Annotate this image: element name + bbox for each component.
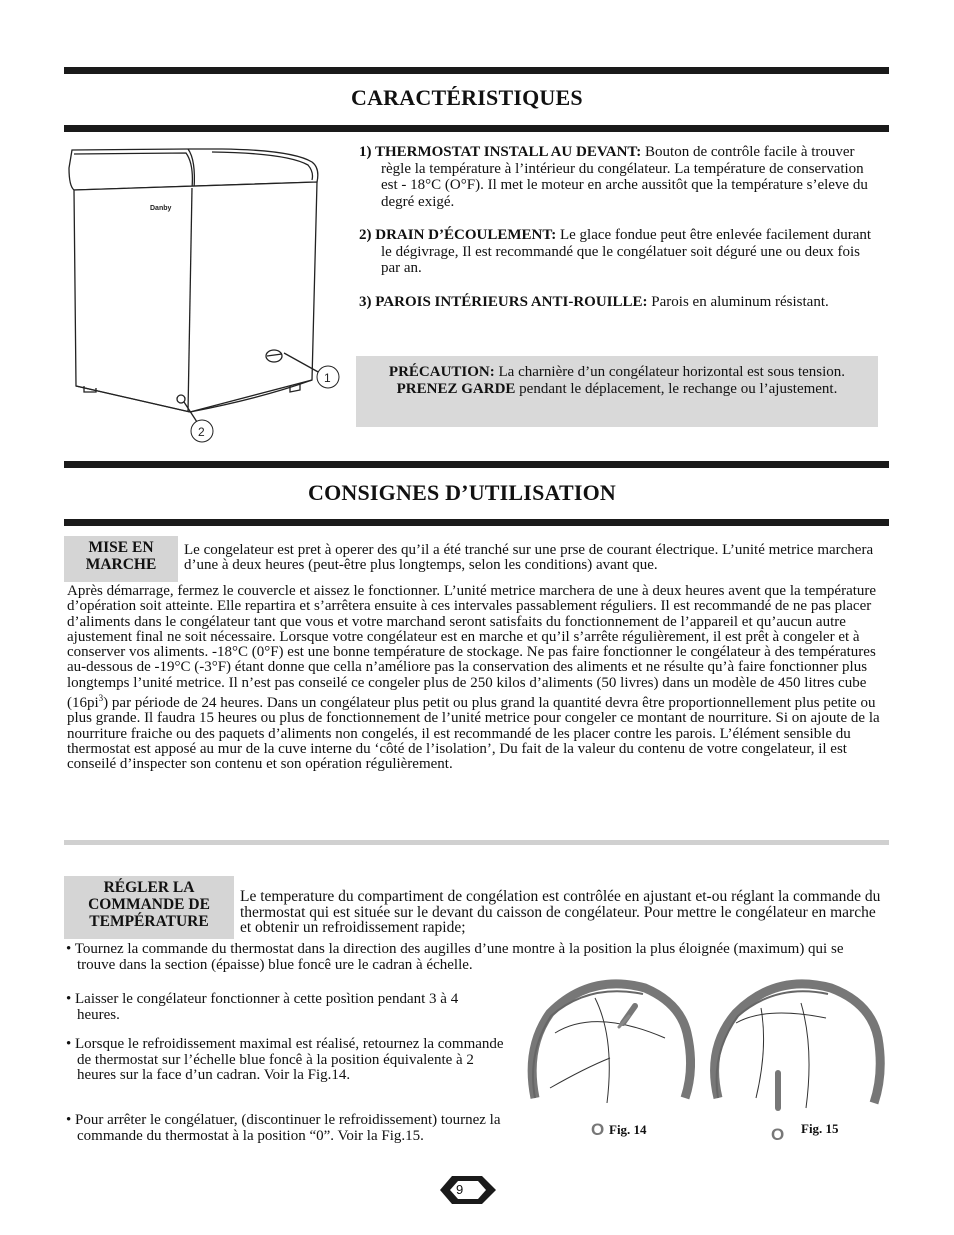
- thermostat-dial-fig14: [515, 978, 695, 1128]
- usage-top-rule: [64, 461, 889, 468]
- top-rule: [64, 67, 889, 74]
- bullet-run-hours: • Laisser le congélateur fonctionner à cette posìtion pendant 3 à 4 heures.: [66, 991, 459, 1023]
- brand-label: Danby: [150, 205, 172, 212]
- page-number-badge: [438, 1173, 498, 1207]
- temperature-intro: Le temperature du compartiment de congélation est contrôlée en ajustant et-ou réglant la commande du thermostat qui est située sur le devant du caisson de congélateur. Pour mettre le congélateur en marche et obtenir un refroidissement rapide;: [240, 888, 881, 937]
- bullet-return-dial: • Lorsque le refroidissement maximal est réalisé, retournez la commande de thermostat sur l’échelle blue foncê à la position équivalente à 2 heures sur la face d’un cadran. Voir la Fig.14.: [66, 1036, 504, 1083]
- fig15-label: Fig. 15: [801, 1121, 839, 1136]
- feature-item-thermostat: 1) THERMOSTAT INSTALL AU DEVANT: Bouton de contrôle facile à trouver règle la température à l’intérieur du congélateur. La température de conservation est - 18°C (O°F). Il met le moteur en arche aussitôt que la température s’eleve du degré exigé.: [359, 144, 868, 210]
- caution-box: PRÉCAUTION: La charnière d’un congélateur horizontal est sous tension. PRENEZ GARDE pendant le déplacement, le rechange ou l’ajustement.: [356, 356, 878, 427]
- bullet-stop: • Pour arrêter le congélatuer, (discontinuer le refroidissement) tournez la commande du thermostat à la position “0”. Voir la Fig.15.: [66, 1112, 501, 1144]
- callout-1: 1: [324, 371, 331, 385]
- feature-item-walls: 3) PAROIS INTÉRIEURS ANTI-ROUILLE: Parois en aluminum résistant.: [359, 293, 829, 310]
- freezer-illustration: [62, 140, 352, 445]
- section-heading-features: CARACTÉRISTIQUES: [351, 85, 583, 110]
- bullet-turn-max: • Tournez la commande du thermostat dans la direction des augilles d’une montre à la position la plus éloignée (maximum) qui se trouve dans la section (épaisse) blue foncê ure le cadran à échelle.: [66, 941, 844, 973]
- mise-en-marche-text: Le congelateur est pret à operer des qu’il a été tranché sur une prse de courant électrique. L’unité metrice marchera d’une à deux heures (peut-être plus longtemps, selon les conditions) avant que.: [184, 542, 874, 574]
- dial-zero-mark-fig14: O: [591, 1120, 605, 1139]
- features-heading-rule: [64, 125, 889, 132]
- page-number: 9: [456, 1182, 464, 1197]
- usage-heading-rule: [64, 519, 889, 526]
- callout-2: 2: [198, 425, 205, 439]
- dial-zero-mark-fig15: O: [771, 1125, 785, 1144]
- thermostat-dial-fig15: [706, 978, 886, 1128]
- usage-paragraph: Après démarrage, fermez le couvercle et aissez le fonctionner. L’unité metrice marchera de une à deux heures avent que la température d’opération soit atteinte. Elle repartira et s’arrêtera ensuite à ces intervales passablement réguliers. Il est recommandé de ne pas placer d’aliments dans le congélateur tant que vous et votre marchand seront satisfaits du fonctionnement de l’appareil et qu’aucun autre ajustement final ne soit nécessaire. Lorsque votre congélateur est en marche et qu’il s’arrête régulièrement, il est prêt à congeler et à conserver vos aliments. -18°C (0°F) est une bonne température de stockage. Ne pas faire fonctionner le congélateur à des températures au-dessous de -19°C (-3°F) étant donne que cella n’améliore pas la conservation des aliments et ne résulte qu’à faire fonctionner plus longtemps l’unité metrice. Il n’est pas conseilé ce congeler plus de 250 kilos d’aliments (50 livres) dans un modèle de 450 litres cube $(16pi^3)$ par période de 24 heures. Dans un congélateur plus petit ou plus grand la quantité devra être proportionnellement plus petite ou plus grande. Il faudra 15 heures ou plus de fonctionnement de l’unité metrice pour congeler ce montant de nourriture. Si on ajoute de la nourriture fraiche ou des paquets d’aliments non congelés, il est recommandé de les placer contre les parois. L’élément sensible du thermostat est apposé au mur de la cuve interne du ‘côté de l’isolation’, Du fait de la valeur du contenu de votre congelateur, il est conseilé d’inspecter son contenu et son opération régulièrement.: [67, 583, 880, 773]
- fig14-label: Fig. 14: [609, 1122, 647, 1137]
- section-divider: [64, 840, 889, 845]
- feature-list: [359, 144, 881, 327]
- label-regler-commande: RÉGLER LA COMMANDE DE TEMPÉRATURE: [64, 876, 234, 939]
- label-mise-en-marche: MISE EN MARCHE: [64, 536, 178, 582]
- section-heading-usage: CONSIGNES D’UTILISATION: [308, 480, 616, 505]
- feature-item-drain: 2) DRAIN D’ÉCOULEMENT: Le glace fondue peut être enlevée facilement durant le dégivrage, Il est recommandé que le congélatuer soit déguré une ou deux fois par an.: [359, 227, 872, 276]
